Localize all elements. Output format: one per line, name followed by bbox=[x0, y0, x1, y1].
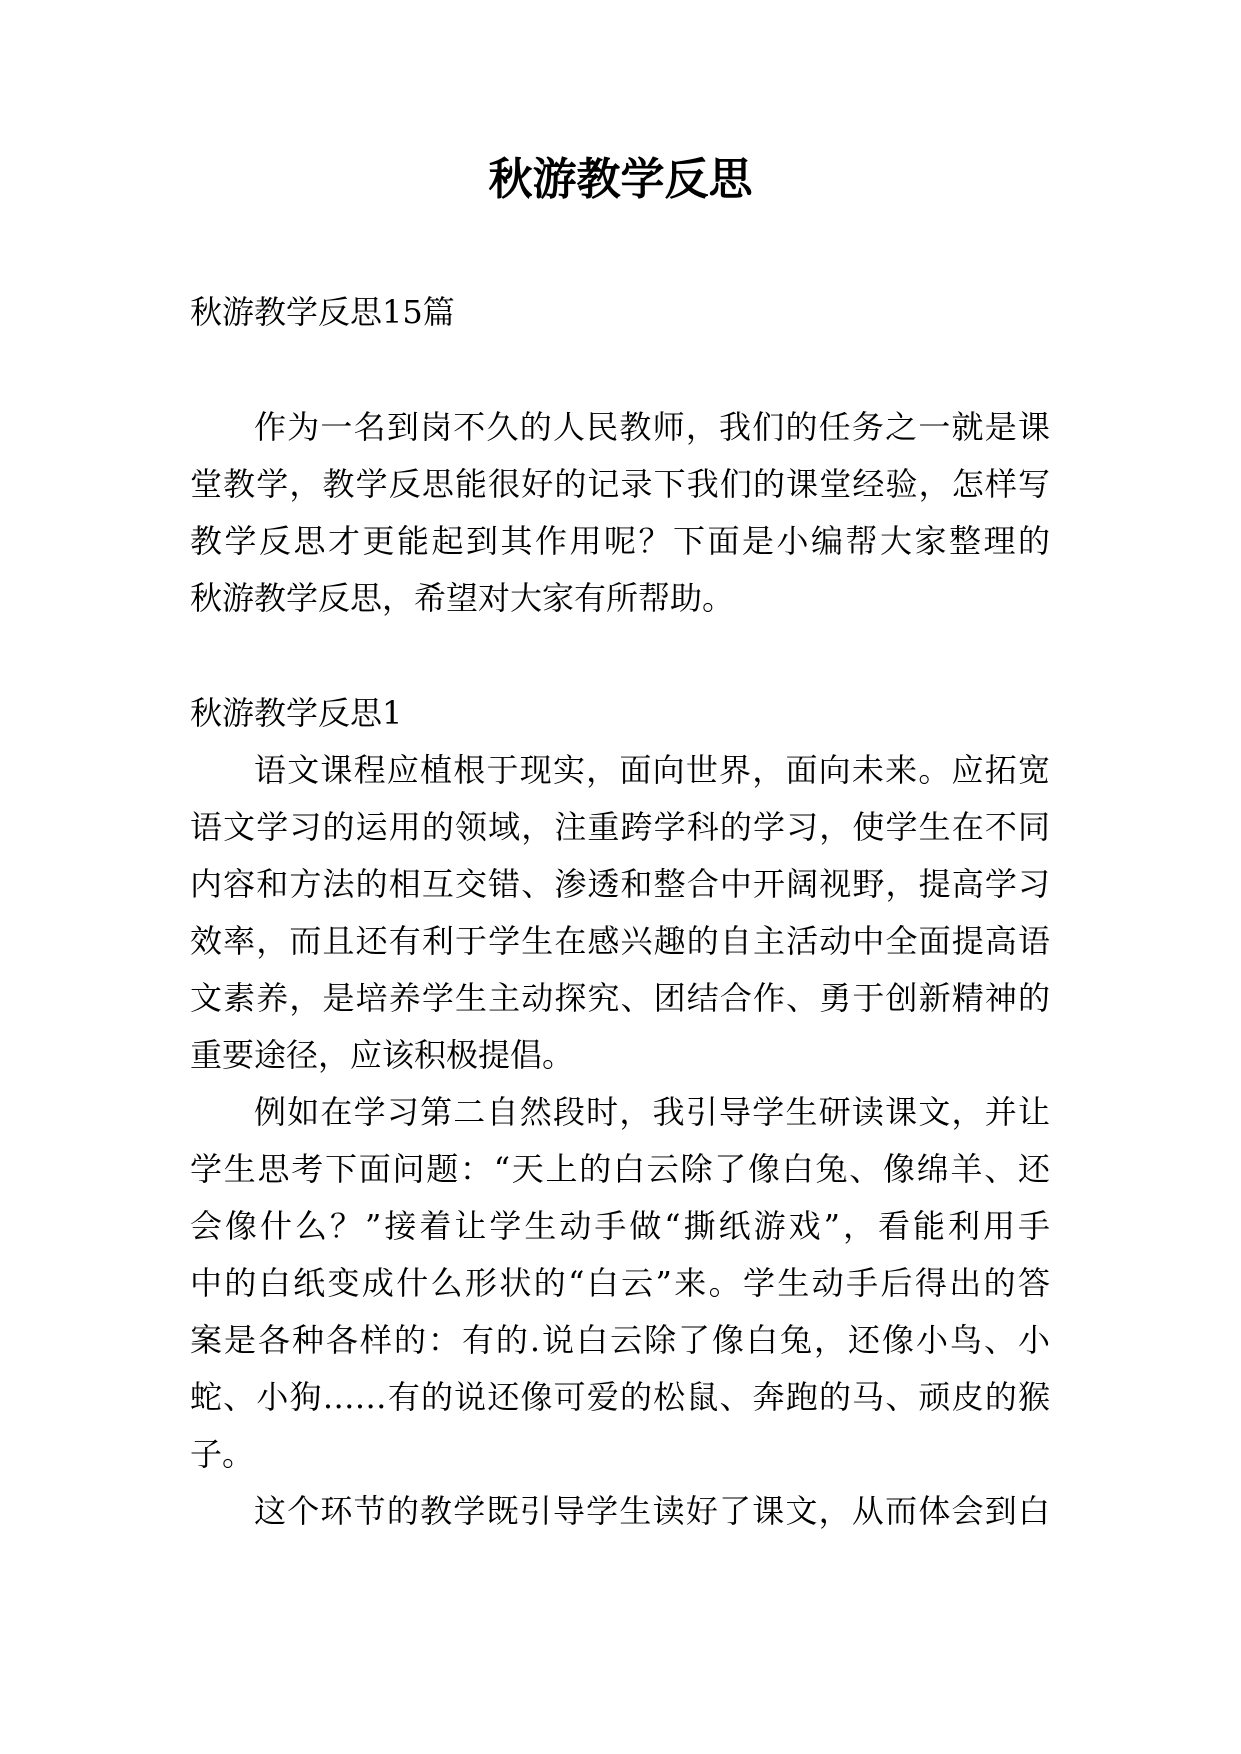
paragraph-line: 重要途径，应该积极提倡。 bbox=[190, 1036, 575, 1074]
paragraph-line: 学生思考下面问题：“天上的白云除了像白兔、像绵羊、还 bbox=[190, 1150, 1050, 1188]
paragraph-line: 例如在学习第二自然段时，我引导学生研读课文，并让 bbox=[254, 1093, 1050, 1131]
paragraph-line: 效率，而且还有利于学生在感兴趣的自主活动中全面提高语 bbox=[190, 922, 1050, 960]
paragraph-line: 这个环节的教学既引导学生读好了课文，从而体会到白 bbox=[254, 1492, 1050, 1530]
section-heading: 秋游教学反思1 bbox=[190, 694, 403, 732]
paragraph-line: 语文课程应植根于现实，面向世界，面向未来。应拓宽 bbox=[254, 751, 1050, 789]
intro-line: 教学反思才更能起到其作用呢？下面是小编帮大家整理的 bbox=[190, 522, 1050, 560]
paragraph-line: 语文学习的运用的领域，注重跨学科的学习，使学生在不同 bbox=[190, 808, 1050, 846]
paragraph-line: 蛇、小狗……有的说还像可爱的松鼠、奔跑的马、顽皮的猴 bbox=[190, 1378, 1050, 1416]
document-subtitle: 秋游教学反思15篇 bbox=[190, 293, 455, 331]
paragraph-line: 案是各种各样的：有的.说白云除了像白兔，还像小鸟、小 bbox=[190, 1321, 1050, 1359]
paragraph-line: 文素养，是培养学生主动探究、团结合作、勇于创新精神的 bbox=[190, 979, 1050, 1017]
intro-line: 秋游教学反思，希望对大家有所帮助。 bbox=[190, 579, 735, 617]
paragraph-line: 中的白纸变成什么形状的“白云”来。学生动手后得出的答 bbox=[190, 1264, 1050, 1302]
document-title: 秋游教学反思 bbox=[488, 154, 753, 205]
paragraph-line: 内容和方法的相互交错、渗透和整合中开阔视野，提高学习 bbox=[190, 865, 1050, 903]
intro-line: 堂教学，教学反思能很好的记录下我们的课堂经验，怎样写 bbox=[190, 465, 1050, 503]
paragraph-line: 子。 bbox=[190, 1435, 255, 1473]
intro-line: 作为一名到岗不久的人民教师，我们的任务之一就是课 bbox=[254, 408, 1050, 446]
paragraph-line: 会像什么？”接着让学生动手做“撕纸游戏”，看能利用手 bbox=[190, 1207, 1050, 1245]
